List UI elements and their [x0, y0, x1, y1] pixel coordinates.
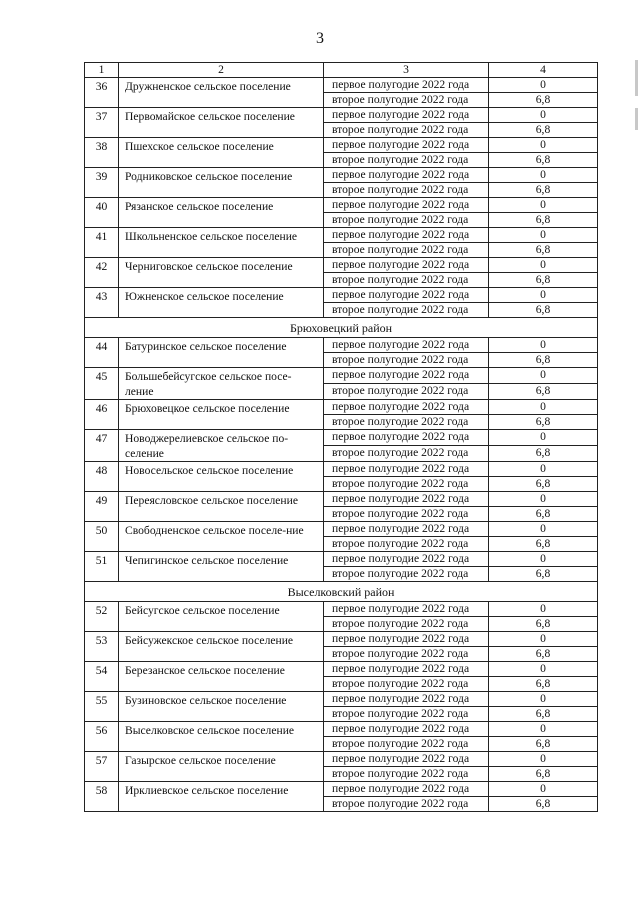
table-row	[85, 338, 598, 353]
header-cell-2: 2	[119, 63, 324, 78]
period-second-half: второе полугодие 2022 года	[324, 183, 489, 198]
period-first-half: первое полугодие 2022 года	[324, 430, 489, 446]
margin-scan-mark	[635, 108, 638, 130]
period-first-half: первое полугодие 2022 года	[324, 258, 489, 273]
period-first-half: первое полугодие 2022 года	[324, 400, 489, 415]
value-second-half: 6,8	[489, 677, 598, 692]
settlement-name: Школьненское сельское поселение	[119, 228, 324, 258]
value-first-half: 0	[489, 430, 598, 446]
value-second-half: 6,8	[489, 153, 598, 168]
period-second-half: второе полугодие 2022 года	[324, 243, 489, 258]
settlement-name: Новоджерелиевское сельское по-селение	[119, 430, 324, 462]
period-first-half: первое полугодие 2022 года	[324, 168, 489, 183]
table-row	[85, 662, 598, 677]
settlement-name: Большебейсугское сельское посе-ление	[119, 368, 324, 400]
period-second-half: второе полугодие 2022 года	[324, 797, 489, 812]
value-second-half: 6,8	[489, 617, 598, 632]
row-number: 38	[85, 138, 119, 168]
settlement-name: Брюховецкое сельское поселение	[119, 400, 324, 430]
period-second-half: второе полугодие 2022 года	[324, 303, 489, 318]
value-first-half: 0	[489, 752, 598, 767]
settlement-name: Первомайское сельское поселение	[119, 108, 324, 138]
period-second-half: второе полугодие 2022 года	[324, 446, 489, 462]
row-number: 47	[85, 430, 119, 462]
settlement-name: Родниковское сельское поселение	[119, 168, 324, 198]
region-title: Брюховецкий район	[85, 318, 598, 338]
value-second-half: 6,8	[489, 767, 598, 782]
settlement-name: Черниговское сельское поселение	[119, 258, 324, 288]
row-number: 46	[85, 400, 119, 430]
table-row	[85, 602, 598, 617]
period-second-half: второе полугодие 2022 года	[324, 707, 489, 722]
value-first-half: 0	[489, 108, 598, 123]
page-number: 3	[316, 30, 324, 47]
settlement-name: Бузиновское сельское поселение	[119, 692, 324, 722]
region-title: Выселковский район	[85, 582, 598, 602]
value-second-half: 6,8	[489, 303, 598, 318]
period-second-half: второе полугодие 2022 года	[324, 415, 489, 430]
value-second-half: 6,8	[489, 123, 598, 138]
value-second-half: 6,8	[489, 243, 598, 258]
settlement-name: Пшехское сельское поселение	[119, 138, 324, 168]
table-row	[85, 108, 598, 123]
period-first-half: первое полугодие 2022 года	[324, 662, 489, 677]
value-first-half: 0	[489, 338, 598, 353]
period-first-half: первое полугодие 2022 года	[324, 288, 489, 303]
table-row	[85, 168, 598, 183]
settlement-name: Березанское сельское поселение	[119, 662, 324, 692]
value-first-half: 0	[489, 368, 598, 384]
value-first-half: 0	[489, 228, 598, 243]
value-second-half: 6,8	[489, 507, 598, 522]
period-first-half: первое полугодие 2022 года	[324, 462, 489, 477]
value-first-half: 0	[489, 198, 598, 213]
period-second-half: второе полугодие 2022 года	[324, 273, 489, 288]
period-first-half: первое полугодие 2022 года	[324, 692, 489, 707]
region-row	[85, 582, 598, 602]
period-first-half: первое полугодие 2022 года	[324, 368, 489, 384]
table-row	[85, 368, 598, 384]
value-first-half: 0	[489, 662, 598, 677]
period-second-half: второе полугодие 2022 года	[324, 677, 489, 692]
value-second-half: 6,8	[489, 647, 598, 662]
table-row	[85, 692, 598, 707]
period-second-half: второе полугодие 2022 года	[324, 567, 489, 582]
period-first-half: первое полугодие 2022 года	[324, 338, 489, 353]
row-number: 45	[85, 368, 119, 400]
row-number: 40	[85, 198, 119, 228]
row-number: 49	[85, 492, 119, 522]
settlement-name: Рязанское сельское поселение	[119, 198, 324, 228]
region-row	[85, 318, 598, 338]
settlement-name: Чепигинское сельское поселение	[119, 552, 324, 582]
row-number: 58	[85, 782, 119, 812]
period-second-half: второе полугодие 2022 года	[324, 477, 489, 492]
settlement-name: Переясловское сельское поселение	[119, 492, 324, 522]
value-second-half: 6,8	[489, 183, 598, 198]
period-second-half: второе полугодие 2022 года	[324, 123, 489, 138]
table-header-row	[85, 63, 598, 78]
settlement-name: Бейсугское сельское поселение	[119, 602, 324, 632]
period-second-half: второе полугодие 2022 года	[324, 647, 489, 662]
table-row	[85, 228, 598, 243]
settlement-name: Дружненское сельское поселение	[119, 78, 324, 108]
table-row	[85, 462, 598, 477]
value-first-half: 0	[489, 400, 598, 415]
row-number: 56	[85, 722, 119, 752]
period-second-half: второе полугодие 2022 года	[324, 153, 489, 168]
row-number: 57	[85, 752, 119, 782]
period-second-half: второе полугодие 2022 года	[324, 353, 489, 368]
settlement-name: Выселковское сельское поселение	[119, 722, 324, 752]
row-number: 41	[85, 228, 119, 258]
value-second-half: 6,8	[489, 477, 598, 492]
value-second-half: 6,8	[489, 213, 598, 228]
period-second-half: второе полугодие 2022 года	[324, 507, 489, 522]
period-second-half: второе полугодие 2022 года	[324, 737, 489, 752]
table-row	[85, 258, 598, 273]
table-body	[85, 63, 598, 812]
value-second-half: 6,8	[489, 353, 598, 368]
value-second-half: 6,8	[489, 93, 598, 108]
settlement-name: Бейсужекское сельское поселение	[119, 632, 324, 662]
row-number: 36	[85, 78, 119, 108]
period-first-half: первое полугодие 2022 года	[324, 722, 489, 737]
row-number: 44	[85, 338, 119, 368]
period-second-half: второе полугодие 2022 года	[324, 213, 489, 228]
period-second-half: второе полугодие 2022 года	[324, 384, 489, 400]
value-first-half: 0	[489, 782, 598, 797]
header-cell-3: 3	[324, 63, 489, 78]
table-row	[85, 138, 598, 153]
value-first-half: 0	[489, 522, 598, 537]
table-row	[85, 752, 598, 767]
value-first-half: 0	[489, 692, 598, 707]
margin-scan-mark	[635, 60, 638, 96]
value-first-half: 0	[489, 168, 598, 183]
table-row	[85, 632, 598, 647]
allocation-table	[84, 62, 598, 812]
row-number: 55	[85, 692, 119, 722]
row-number: 37	[85, 108, 119, 138]
value-second-half: 6,8	[489, 415, 598, 430]
period-first-half: первое полугодие 2022 года	[324, 522, 489, 537]
value-second-half: 6,8	[489, 384, 598, 400]
settlement-name: Новосельское сельское поселение	[119, 462, 324, 492]
table-row	[85, 430, 598, 446]
value-first-half: 0	[489, 602, 598, 617]
period-first-half: первое полугодие 2022 года	[324, 78, 489, 93]
period-first-half: первое полугодие 2022 года	[324, 138, 489, 153]
value-first-half: 0	[489, 722, 598, 737]
row-number: 50	[85, 522, 119, 552]
settlement-name: Свободненское сельское поселе-ние	[119, 522, 324, 552]
settlement-name: Ирклиевское сельское поселение	[119, 782, 324, 812]
table-row	[85, 522, 598, 537]
period-second-half: второе полугодие 2022 года	[324, 537, 489, 552]
period-second-half: второе полугодие 2022 года	[324, 617, 489, 632]
settlement-name: Батуринское сельское поселение	[119, 338, 324, 368]
value-first-half: 0	[489, 288, 598, 303]
value-first-half: 0	[489, 258, 598, 273]
table-row	[85, 400, 598, 415]
value-second-half: 6,8	[489, 737, 598, 752]
value-first-half: 0	[489, 138, 598, 153]
row-number: 54	[85, 662, 119, 692]
header-cell-4: 4	[489, 63, 598, 78]
table-row	[85, 782, 598, 797]
period-first-half: первое полугодие 2022 года	[324, 552, 489, 567]
period-first-half: первое полугодие 2022 года	[324, 782, 489, 797]
row-number: 51	[85, 552, 119, 582]
period-first-half: первое полугодие 2022 года	[324, 228, 489, 243]
row-number: 43	[85, 288, 119, 318]
period-first-half: первое полугодие 2022 года	[324, 752, 489, 767]
table-row	[85, 288, 598, 303]
period-first-half: первое полугодие 2022 года	[324, 602, 489, 617]
value-first-half: 0	[489, 78, 598, 93]
value-first-half: 0	[489, 552, 598, 567]
period-first-half: первое полугодие 2022 года	[324, 492, 489, 507]
period-first-half: первое полугодие 2022 года	[324, 198, 489, 213]
row-number: 39	[85, 168, 119, 198]
period-second-half: второе полугодие 2022 года	[324, 93, 489, 108]
table-row	[85, 198, 598, 213]
table-row	[85, 492, 598, 507]
value-second-half: 6,8	[489, 537, 598, 552]
value-second-half: 6,8	[489, 797, 598, 812]
row-number: 42	[85, 258, 119, 288]
value-second-half: 6,8	[489, 567, 598, 582]
header-cell-1: 1	[85, 63, 119, 78]
value-second-half: 6,8	[489, 273, 598, 288]
row-number: 53	[85, 632, 119, 662]
value-first-half: 0	[489, 492, 598, 507]
settlement-name: Южненское сельское поселение	[119, 288, 324, 318]
value-second-half: 6,8	[489, 707, 598, 722]
period-first-half: первое полугодие 2022 года	[324, 108, 489, 123]
period-first-half: первое полугодие 2022 года	[324, 632, 489, 647]
value-first-half: 0	[489, 462, 598, 477]
table-row	[85, 722, 598, 737]
row-number: 48	[85, 462, 119, 492]
value-first-half: 0	[489, 632, 598, 647]
period-second-half: второе полугодие 2022 года	[324, 767, 489, 782]
row-number: 52	[85, 602, 119, 632]
table-row	[85, 78, 598, 93]
settlement-name: Газырское сельское поселение	[119, 752, 324, 782]
value-second-half: 6,8	[489, 446, 598, 462]
table-row	[85, 552, 598, 567]
